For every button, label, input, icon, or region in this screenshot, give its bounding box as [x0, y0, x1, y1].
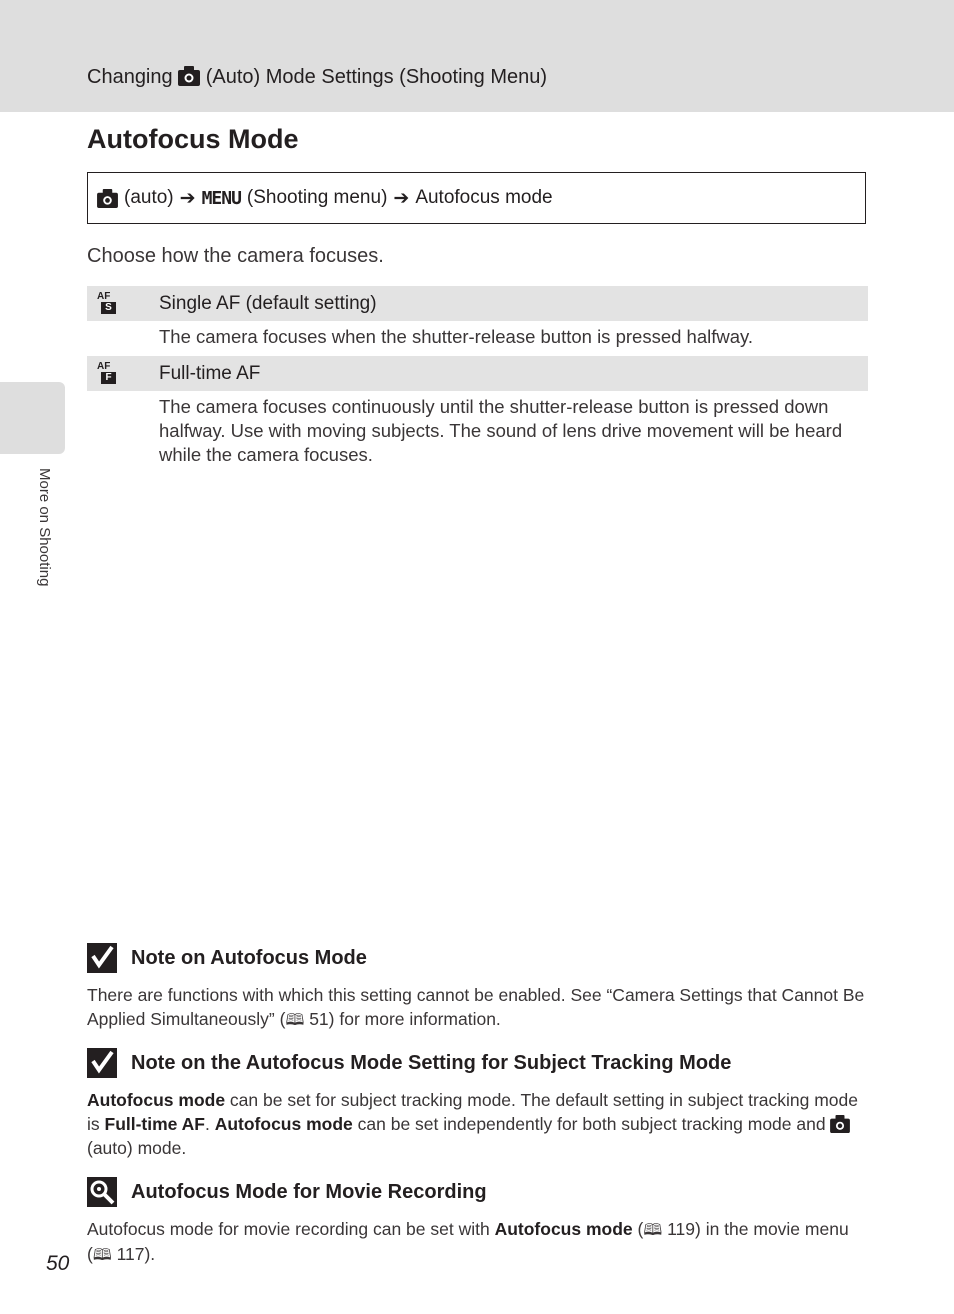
running-header — [87, 66, 547, 89]
path-step-auto: (auto) — [124, 187, 174, 208]
note-body — [87, 1088, 872, 1160]
note-text: can be set independently for both subject tracking mode and — [352, 1114, 831, 1134]
note-heading — [87, 1048, 731, 1078]
note-heading — [87, 943, 367, 973]
side-tab-label: More on Shooting — [36, 468, 53, 587]
intro-text: Choose how the camera focuses. — [87, 245, 384, 267]
page-ref: 119 — [667, 1219, 695, 1239]
page-title: Autofocus Mode — [87, 124, 299, 154]
arrow-right-icon: ➔ — [179, 187, 196, 209]
note-text: can be set for subject tracking mode. The default setting in subject tracking mode is — [87, 1090, 859, 1134]
note-heading-text: Autofocus Mode for Movie Recording — [131, 1180, 487, 1203]
side-tab — [0, 382, 65, 454]
camera-icon — [830, 1115, 850, 1133]
book-icon: 🕮 — [92, 1245, 112, 1264]
camera-icon — [178, 66, 200, 86]
menu-path-box — [87, 172, 866, 224]
check-note-icon — [87, 943, 117, 973]
bold-term: Autofocus mode — [494, 1219, 633, 1239]
option-label: Full-time AF — [159, 362, 261, 384]
note-text: (auto) mode. — [87, 1138, 187, 1158]
af-s-icon — [97, 291, 119, 315]
note-heading — [87, 1177, 487, 1207]
note-text: Autofocus mode for movie recording can be set with — [87, 1219, 495, 1239]
af-icon-badge: S — [101, 302, 116, 314]
af-icon-badge: F — [101, 372, 116, 384]
book-icon: 🕮 — [285, 1010, 305, 1029]
af-icon-label: AF — [97, 361, 111, 372]
note-text: . — [204, 1114, 215, 1134]
option-row-full-time-af — [87, 356, 868, 391]
note-text: ) for more information. — [328, 1009, 501, 1029]
bold-term: Autofocus mode — [87, 1090, 226, 1110]
bold-term: Autofocus mode — [214, 1114, 353, 1134]
note-text: There are functions with which this setting cannot be enabled. See “Camera Settings that Cannot Be Applied Simultaneously” ( — [87, 985, 865, 1029]
page-number: 50 — [46, 1252, 70, 1275]
note-heading-text: Note on the Autofocus Mode Setting for Subject Tracking Mode — [131, 1051, 732, 1074]
note-text: ). — [144, 1244, 156, 1264]
option-description: The camera focuses when the shutter-release button is pressed halfway. — [159, 326, 754, 347]
arrow-right-icon: ➔ — [393, 187, 410, 209]
header-band — [0, 0, 954, 112]
page-ref: 117 — [116, 1244, 145, 1264]
header-suffix: (Auto) Mode Settings (Shooting Menu) — [205, 66, 548, 88]
option-label: Single AF (default setting) — [159, 292, 377, 314]
note-body — [87, 1217, 872, 1267]
note-text: ( — [632, 1219, 644, 1239]
magnifier-info-icon — [87, 1177, 117, 1207]
camera-icon — [97, 189, 118, 208]
header-prefix: Changing — [87, 66, 173, 88]
page-ref: 51 — [309, 1009, 329, 1029]
option-description: The camera focuses continuously until the shutter-release button is pressed down halfway. Use with moving subjects. The sound of lens drive movement will be heard while the camera focuses. — [159, 396, 843, 465]
menu-button-icon: MENU — [201, 187, 241, 209]
bold-term: Full-time AF — [104, 1114, 205, 1134]
af-f-icon — [97, 361, 119, 385]
note-text: ) in the movie menu ( — [87, 1219, 849, 1264]
af-icon-label: AF — [97, 291, 111, 302]
check-note-icon — [87, 1048, 117, 1078]
path-step-shooting-menu: (Shooting menu) — [246, 187, 388, 208]
note-heading-text: Note on Autofocus Mode — [131, 946, 367, 969]
option-row-single-af — [87, 286, 868, 321]
path-step-autofocus: Autofocus mode — [415, 187, 553, 208]
book-icon: 🕮 — [643, 1220, 663, 1239]
note-body — [87, 983, 872, 1032]
